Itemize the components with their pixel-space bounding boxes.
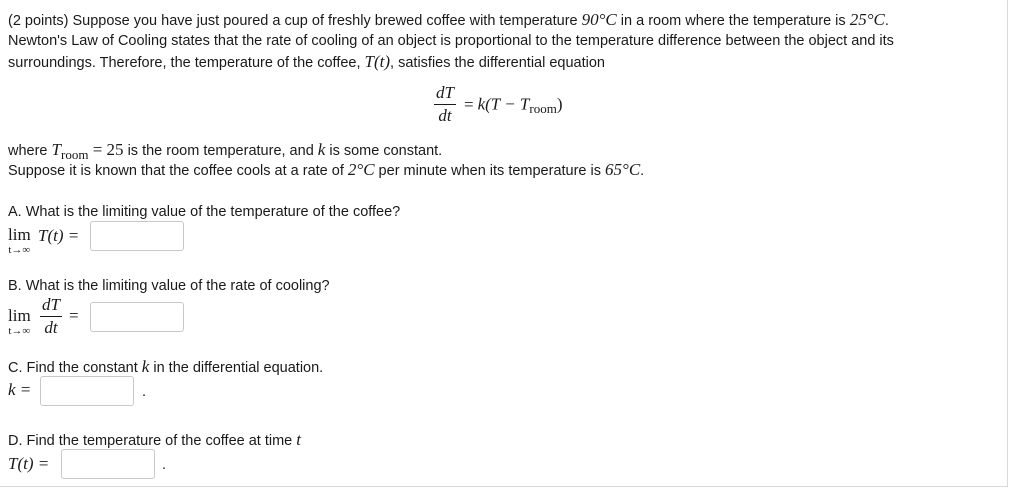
lim-word: lim [8, 225, 31, 244]
intro-text: . [884, 13, 889, 29]
constant-k: k [141, 357, 150, 376]
intro-text: surroundings. Therefore, the temperature of the coffee, [8, 55, 365, 71]
intro-text: (2 points) Suppose you have just poured a cup of freshly brewed coffee with temperature [8, 13, 582, 29]
suppose-line [8, 160, 644, 181]
part-a-question: A. What is the limiting value of the temperature of the coffee? [8, 204, 401, 220]
cooling-rate: 2°C [347, 160, 375, 179]
part-b-equals: = [69, 306, 79, 325]
part-a-expression: T(t) = [38, 226, 80, 245]
question-text: D. Find the temperature of the coffee at time [8, 433, 297, 449]
intro-line-1 [8, 10, 889, 31]
where-line [8, 140, 442, 161]
lim-subscript: t→∞ [8, 325, 31, 337]
intro-text: in a room where the temperature is [616, 13, 850, 29]
part-b-question: B. What is the limiting value of the rate of cooling? [8, 278, 330, 294]
fraction-denominator: dt [438, 106, 452, 125]
constant-k: k [317, 140, 326, 159]
part-d-answer-input[interactable] [61, 449, 155, 479]
where-text: where [8, 143, 52, 159]
equation-rhs-close: ) [556, 94, 563, 114]
part-b-derivative [40, 294, 62, 339]
intro-line-3 [8, 52, 605, 73]
differential-equation [434, 82, 563, 127]
part-c-question [8, 357, 323, 378]
question-text: C. Find the constant [8, 360, 142, 376]
part-d-period: . [162, 457, 167, 473]
part-d-question [8, 430, 301, 451]
part-c-answer-input[interactable] [40, 376, 134, 406]
room-value: = 25 [88, 140, 124, 159]
derivative-fraction [40, 294, 62, 339]
room-temperature: 25°C [849, 10, 885, 29]
fraction-denominator: dt [44, 318, 58, 337]
part-d-label: T(t) = [8, 454, 50, 473]
part-c-period: . [142, 384, 147, 400]
equals-sign: = [464, 94, 474, 114]
intro-line-2: Newton's Law of Cooling states that the rate of cooling of an object is proportional to the temperature difference between the object and its [8, 33, 894, 49]
given-temperature: 65°C [605, 160, 641, 179]
fraction-numerator: dT [40, 294, 62, 317]
room-variable-subscript: room [61, 147, 89, 162]
part-c-label: k = [8, 380, 32, 399]
part-a-answer-input[interactable] [90, 221, 184, 251]
derivative-fraction [434, 82, 456, 127]
suppose-text: Suppose it is known that the coffee cools at a rate of [8, 163, 348, 179]
where-text: is the room temperature, and [123, 143, 318, 159]
lim-word: lim [8, 306, 31, 325]
equation-rhs: k(T − T [477, 94, 530, 114]
part-b-limit [8, 307, 31, 337]
where-text: is some constant. [325, 143, 443, 159]
time-variable: t [296, 430, 302, 449]
part-a-limit [8, 226, 31, 256]
intro-text: , satisfies the differential equation [390, 55, 605, 71]
suppose-text: . [640, 163, 645, 179]
fraction-numerator: dT [434, 82, 456, 105]
initial-temperature: 90°C [581, 10, 617, 29]
room-variable: T [51, 140, 61, 159]
part-b-answer-input[interactable] [90, 302, 184, 332]
lim-subscript: t→∞ [8, 244, 31, 256]
question-text: in the differential equation. [149, 360, 324, 376]
suppose-text: per minute when its temperature is [374, 163, 606, 179]
equation-subscript: room [529, 100, 557, 116]
function-symbol: T(t) [364, 52, 391, 71]
